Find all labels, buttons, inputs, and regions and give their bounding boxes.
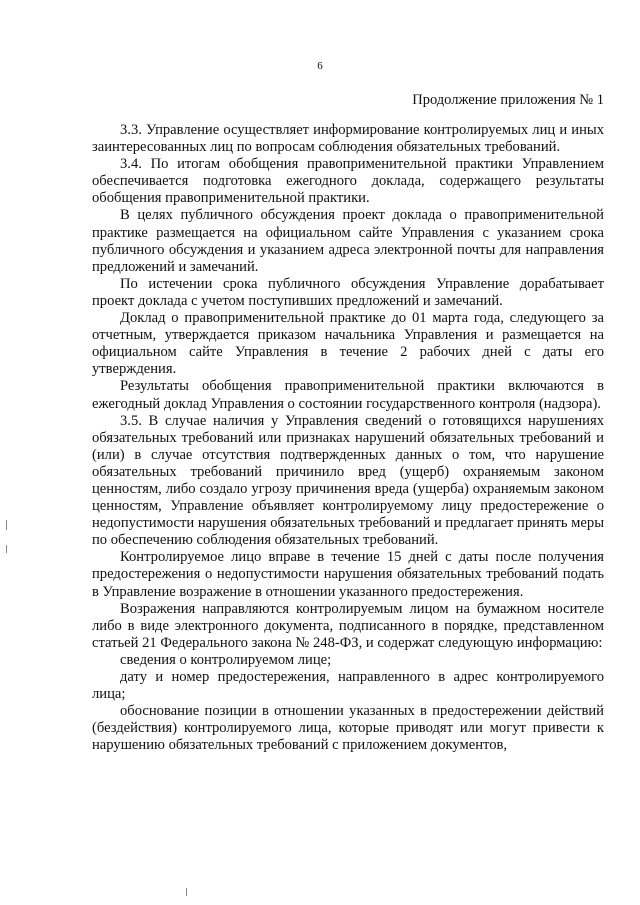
scan-bottom-mark bbox=[186, 888, 187, 896]
paragraph-objection-right: Контролируемое лицо вправе в течение 15 дней с даты после получения предостережения о недопустимости нарушения обязательных требований подать в Управление возражение в отношении указанного предостережения. bbox=[92, 549, 604, 600]
list-item-justification: обоснование позиции в отношении указанных в предостережении действий (бездействия) контролируемого лица, которые приводят или могут привести к нарушению обязательных требований с приложением документов, bbox=[92, 703, 604, 754]
appendix-heading: Продолжение приложения № 1 bbox=[412, 92, 604, 108]
paragraph-finalization: По истечении срока публичного обсуждения Управление дорабатывает проект доклада с учетом поступивших предложений и замечаний. bbox=[92, 275, 604, 309]
list-item-warning-date: дату и номер предостережения, направленного в адрес контролируемого лица; bbox=[92, 669, 604, 703]
paragraph-objection-format: Возражения направляются контролируемым лицом на бумажном носителе либо в виде электронного документа, подписанного в порядке, представленном статьей 21 Федерального закона № 248-ФЗ, и содержат следующую информацию: bbox=[92, 600, 604, 651]
paragraph-3-4: 3.4. По итогам обобщения правоприменительной практики Управлением обеспечивается подготовка ежегодного доклада, содержащего результаты обобщения правоприменительной практики. bbox=[92, 156, 604, 207]
paragraph-annual-report: Результаты обобщения правоприменительной практики включаются в ежегодный доклад Управления о состоянии государственного контроля (надзора). bbox=[92, 378, 604, 412]
list-item-person-info: сведения о контролируемом лице; bbox=[120, 651, 332, 668]
document-body bbox=[92, 122, 604, 754]
page-number: 6 bbox=[317, 60, 323, 72]
paragraph-3-5: 3.5. В случае наличия у Управления сведений о готовящихся нарушениях обязательных требований или признаках нарушений обязательных требований и (или) в случае отсутствия подтвержденных данных о том, что нарушение обязательных требований причинило вред (ущерб) охраняемым законом ценностям, либо создало угрозу причинения вреда (ущерба) охраняемым законом ценностям, Управление объявляет контролируемому лицу предостережение о недопустимости нарушения обязательных требований и предлагает принять меры по обеспечению соблюдения обязательных требований. bbox=[92, 412, 604, 549]
scan-edge-mark bbox=[6, 520, 7, 530]
paragraph-3-3: 3.3. Управление осуществляет информирование контролируемых лиц и иных заинтересованных лиц по вопросам соблюдения обязательных требований. bbox=[92, 122, 604, 156]
scan-edge-mark bbox=[6, 545, 7, 553]
paragraph-public-discussion: В целях публичного обсуждения проект доклада о правоприменительной практике размещается на официальном сайте Управления с указанием срока публичного обсуждения и указанием адреса электронной почты для направления предложений и замечаний. bbox=[92, 207, 604, 275]
paragraph-approval: Доклад о правоприменительной практике до 01 марта года, следующего за отчетным, утверждается приказом начальника Управления и размещается на официальном сайте Управления в течение 2 рабочих дней с даты его утверждения. bbox=[92, 310, 604, 378]
